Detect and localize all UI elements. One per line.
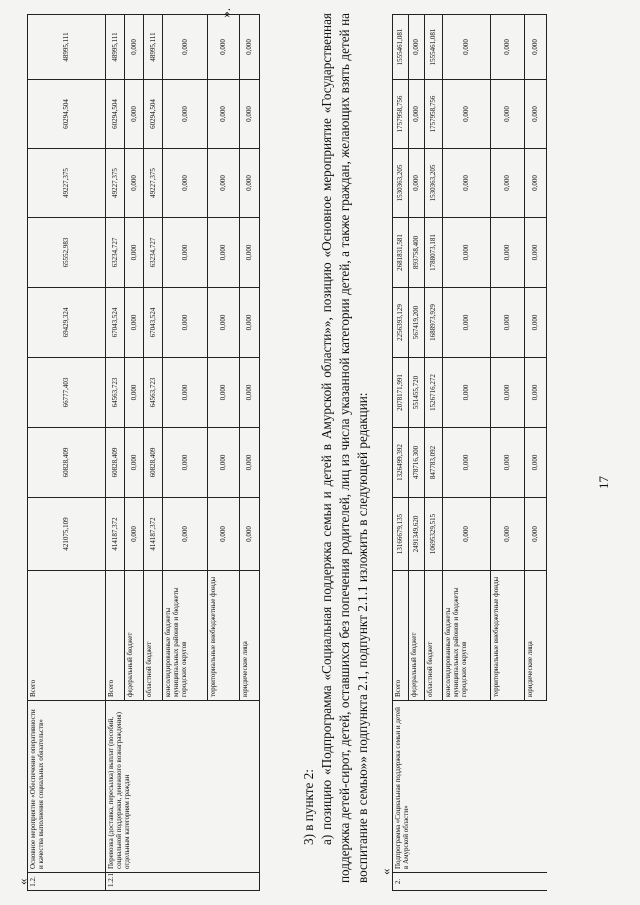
cell-value: 0,000	[525, 428, 547, 498]
cell-value: 60294,504	[144, 80, 163, 149]
cell-value: 551455,720	[409, 358, 425, 428]
cell-value: 49227,375	[106, 149, 125, 218]
cell-value: 0,000	[163, 218, 208, 288]
cell-value: 0,000	[443, 80, 491, 149]
row-index: 2.	[393, 873, 547, 891]
paragraph: 3) в пункте 2:	[301, 769, 316, 845]
quote-close: ».	[218, 8, 233, 18]
cell-value: 414187,372	[144, 498, 163, 571]
cell-value: 0,000	[240, 218, 260, 288]
cell-value: 0,000	[525, 15, 547, 80]
cell-value: 0,000	[208, 15, 240, 80]
cell-value: 48995,111	[144, 15, 163, 80]
paragraph: а) позицию «Подпрограмма «Социальная поддержка семьи и детей в Амурской области»», позицию «Основное мероприятие «Государственная поддержка детей-сирот, детей, оставшихся без попечения родителей, лиц из числа указанной категории детей, а также граждан, желающих взять детей на воспитание в семью»» подпункта 2.1, подпункт 2.1.1 изложить в следующей редакции:	[319, 13, 370, 883]
page-number: 17	[596, 476, 611, 489]
cell-value: 1757958,756	[425, 80, 443, 149]
cell-value: 1757958,756	[393, 80, 409, 149]
cell-value: 1688973,929	[425, 288, 443, 358]
cell-value: 0,000	[163, 358, 208, 428]
row-source: юридические лица	[525, 571, 547, 701]
cell-value: 0,000	[240, 80, 260, 149]
cell-value: 0,000	[525, 358, 547, 428]
cell-value: 0,000	[443, 428, 491, 498]
cell-value: 0,000	[208, 358, 240, 428]
row-index: 1.2.1	[106, 873, 260, 891]
cell-value: 60294,504	[106, 80, 125, 149]
row-source: областной бюджет	[144, 571, 163, 701]
cell-value: 63234,727	[106, 218, 125, 288]
row-source: Всего	[106, 571, 125, 701]
cell-value: 60294,504	[28, 80, 106, 149]
cell-value: 0,000	[525, 80, 547, 149]
cell-value: 847783,092	[425, 428, 443, 498]
cell-value: 0,000	[125, 498, 144, 571]
cell-value: 0,000	[240, 428, 260, 498]
cell-value: 0,000	[208, 80, 240, 149]
cell-value: 0,000	[409, 149, 425, 218]
cell-value: 0,000	[491, 149, 525, 218]
cell-value: 64563,723	[106, 358, 125, 428]
table-continuation	[27, 14, 260, 891]
cell-value: 0,000	[491, 218, 525, 288]
cell-value: 49227,375	[28, 149, 106, 218]
cell-value: 0,000	[443, 149, 491, 218]
cell-value: 0,000	[163, 149, 208, 218]
cell-value: 48995,111	[106, 15, 125, 80]
cell-value: 0,000	[409, 15, 425, 80]
cell-value: 60828,409	[28, 428, 106, 498]
cell-value: 0,000	[240, 15, 260, 80]
quote-open-second: «	[378, 868, 393, 875]
cell-value: 1326499,392	[393, 428, 409, 498]
cell-value: 2491349,620	[409, 498, 425, 571]
cell-value: 0,000	[491, 428, 525, 498]
cell-value: 0,000	[491, 498, 525, 571]
cell-value: 414187,372	[106, 498, 125, 571]
row-source: Всего	[28, 571, 106, 701]
cell-value: 0,000	[491, 15, 525, 80]
cell-value: 48995,111	[28, 15, 106, 80]
cell-value: 65552,983	[28, 218, 106, 288]
table-row	[393, 15, 409, 891]
cell-value: 10695329,515	[425, 498, 443, 571]
cell-value: 13166679,135	[393, 498, 409, 571]
amendment-text	[300, 13, 372, 883]
cell-value: 0,000	[163, 15, 208, 80]
cell-value: 0,000	[443, 498, 491, 571]
cell-value: 0,000	[125, 358, 144, 428]
table-row	[106, 15, 125, 891]
row-name: Перевозка (доставка, пересылка) выплат (пособий, социальной поддержки, денежного вознаграждения) отдельным категориям граждан	[106, 701, 260, 873]
cell-value: 1555461,081	[393, 15, 409, 80]
cell-value: 0,000	[409, 80, 425, 149]
row-source: федеральный бюджет	[125, 571, 144, 701]
cell-value: 0,000	[208, 149, 240, 218]
cell-value: 478716,300	[409, 428, 425, 498]
cell-value: 0,000	[163, 288, 208, 358]
cell-value: 0,000	[125, 15, 144, 80]
row-name: Подпрограмма «Социальная поддержка семьи и детей в Амурской области»	[393, 701, 547, 873]
cell-value: 0,000	[125, 218, 144, 288]
cell-value: 0,000	[163, 498, 208, 571]
cell-value: 0,000	[525, 218, 547, 288]
row-source: Всего	[393, 571, 409, 701]
cell-value: 63234,727	[144, 218, 163, 288]
cell-value: 64563,723	[144, 358, 163, 428]
row-source: территориальные внебюджетные фонды	[208, 571, 240, 701]
cell-value: 0,000	[208, 498, 240, 571]
cell-value: 0,000	[125, 288, 144, 358]
cell-value: 0,000	[125, 80, 144, 149]
cell-value: 1530363,205	[393, 149, 409, 218]
cell-value: 0,000	[208, 218, 240, 288]
cell-value: 0,000	[443, 358, 491, 428]
cell-value: 0,000	[240, 358, 260, 428]
row-index: 1.2.	[28, 873, 106, 891]
cell-value: 0,000	[208, 288, 240, 358]
cell-value: 0,000	[525, 288, 547, 358]
cell-value: 0,000	[125, 428, 144, 498]
quote-open-top: «	[15, 878, 30, 885]
cell-value: 60828,409	[144, 428, 163, 498]
cell-value: 0,000	[491, 288, 525, 358]
cell-value: 893758,400	[409, 218, 425, 288]
cell-value: 0,000	[443, 15, 491, 80]
cell-value: 1526716,272	[425, 358, 443, 428]
cell-value: 0,000	[443, 288, 491, 358]
cell-value: 0,000	[163, 80, 208, 149]
cell-value: 67043,524	[106, 288, 125, 358]
cell-value: 0,000	[125, 149, 144, 218]
cell-value: 2078171,991	[393, 358, 409, 428]
cell-value: 1788073,181	[425, 218, 443, 288]
cell-value: 60828,409	[106, 428, 125, 498]
row-source: консолидированные бюджеты муниципальных районов и бюджеты городских округов	[163, 571, 208, 701]
cell-value: 0,000	[240, 498, 260, 571]
row-source: территориальные внебюджетные фонды	[491, 571, 525, 701]
cell-value: 0,000	[525, 498, 547, 571]
row-source: федеральный бюджет	[409, 571, 425, 701]
cell-value: 0,000	[491, 358, 525, 428]
cell-value: 0,000	[240, 149, 260, 218]
cell-value: 2256393,129	[393, 288, 409, 358]
cell-value: 49227,375	[144, 149, 163, 218]
cell-value: 1555461,081	[425, 15, 443, 80]
table-subprogram	[392, 14, 547, 891]
row-source: консолидированные бюджеты муниципальных районов и бюджеты городских округов	[443, 571, 491, 701]
cell-value: 69429,324	[28, 288, 106, 358]
cell-value: 0,000	[163, 428, 208, 498]
cell-value: 66777,403	[28, 358, 106, 428]
cell-value: 567419,200	[409, 288, 425, 358]
cell-value: 0,000	[491, 80, 525, 149]
cell-value: 1530363,205	[425, 149, 443, 218]
row-name: Основное мероприятие «Обеспечение оперативности и качества выполнения социальных обязательств»	[28, 701, 106, 873]
table-row	[28, 15, 106, 891]
row-source: областной бюджет	[425, 571, 443, 701]
cell-value: 421075,109	[28, 498, 106, 571]
cell-value: 67043,524	[144, 288, 163, 358]
row-source: юридические лица	[240, 571, 260, 701]
cell-value: 0,000	[208, 428, 240, 498]
cell-value: 0,000	[525, 149, 547, 218]
cell-value: 0,000	[240, 288, 260, 358]
cell-value: 2681831,581	[393, 218, 409, 288]
cell-value: 0,000	[443, 218, 491, 288]
